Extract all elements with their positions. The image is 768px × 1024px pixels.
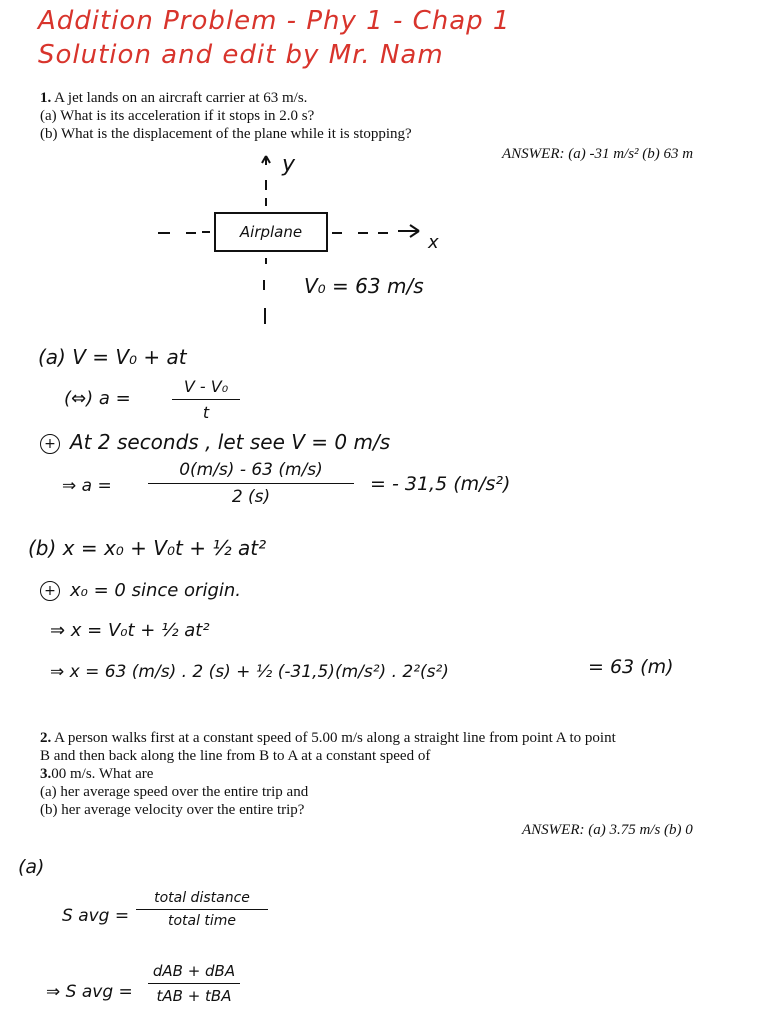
problem2-line: (b) her average velocity over the entire trip? bbox=[40, 802, 305, 818]
problem2-equation-1-lhs: S avg = bbox=[62, 906, 130, 926]
airplane-box: Airplane bbox=[214, 212, 328, 252]
y-axis-label: y bbox=[282, 152, 296, 177]
part-b-note-text: x₀ = 0 since origin. bbox=[70, 580, 242, 601]
header-author: Solution and edit by Mr. Nam bbox=[38, 40, 444, 70]
fraction-numerator: dAB + dBA bbox=[152, 962, 236, 980]
problem2-line: (a) her average speed over the entire trip and bbox=[40, 784, 309, 800]
fraction-bar bbox=[148, 983, 240, 984]
fraction-denominator: total time bbox=[167, 913, 237, 929]
header-title: Addition Problem - Phy 1 - Chap 1 bbox=[38, 6, 511, 36]
fraction-numerator: 0(m/s) - 63 (m/s) bbox=[179, 460, 323, 480]
part-a-equation-1: (a) V = V₀ + at bbox=[38, 345, 187, 369]
problem2-part-a-label: (a) bbox=[18, 856, 45, 878]
problem2-line: 3.00 m/s. What are bbox=[40, 766, 154, 782]
problem2-equation-2-lhs: ⇒ S avg = bbox=[46, 982, 133, 1002]
plus-circle-icon: + bbox=[40, 581, 60, 601]
fraction-denominator: tAB + tBA bbox=[156, 987, 232, 1005]
fraction-bar bbox=[136, 909, 268, 910]
plus-circle-icon: + bbox=[40, 434, 60, 454]
fraction-numerator: V - V₀ bbox=[183, 377, 229, 396]
problem2-text bbox=[40, 729, 616, 819]
part-b-equation-2: ⇒ x = V₀t + ½ at² bbox=[50, 620, 210, 641]
part-a-equation-3-prefix: ⇒ a = bbox=[62, 476, 112, 496]
problem1-line: (b) What is the displacement of the plane while it is stopping? bbox=[40, 126, 412, 142]
fraction-bar bbox=[148, 483, 354, 484]
part-a-result: = - 31,5 (m/s²) bbox=[370, 473, 511, 495]
problem2-fraction-2 bbox=[148, 962, 240, 1005]
fraction-numerator: total distance bbox=[154, 890, 250, 906]
part-a-fraction-2 bbox=[148, 460, 354, 507]
part-a-note bbox=[40, 430, 390, 454]
part-a-note-text: At 2 seconds , let see V = 0 m/s bbox=[70, 430, 391, 454]
problem1-line: 1. A jet lands on an aircraft carrier at 63 m/s. bbox=[40, 90, 308, 106]
part-a-equation-2-prefix: (⇔) a = bbox=[64, 388, 131, 409]
problem1-line: (a) What is its acceleration if it stops in 2.0 s? bbox=[40, 108, 315, 124]
fraction-denominator: 2 (s) bbox=[231, 487, 271, 507]
initial-velocity-label: V₀ = 63 m/s bbox=[304, 274, 424, 298]
problem2-line: 2. A person walks first at a constant speed of 5.00 m/s along a straight line from point A to point bbox=[40, 730, 616, 746]
problem1-answer: ANSWER: (a) -31 m/s² (b) 63 m bbox=[502, 146, 694, 162]
part-b-equation-3: ⇒ x = 63 (m/s) . 2 (s) + ½ (-31,5)(m/s²) . 2²(s²) bbox=[50, 662, 449, 682]
part-b-result: = 63 (m) bbox=[588, 656, 674, 678]
fraction-bar bbox=[172, 399, 240, 400]
x-axis-label: x bbox=[428, 232, 439, 253]
problem2-answer: ANSWER: (a) 3.75 m/s (b) 0 bbox=[522, 822, 693, 838]
part-a-fraction-1 bbox=[172, 377, 240, 422]
part-b-equation-1: (b) x = x₀ + V₀t + ½ at² bbox=[28, 536, 267, 560]
fraction-denominator: t bbox=[202, 403, 210, 422]
problem2-line: B and then back along the line from B to A at a constant speed of bbox=[40, 748, 431, 764]
part-b-note bbox=[40, 580, 241, 601]
problem2-fraction-1 bbox=[136, 890, 268, 929]
